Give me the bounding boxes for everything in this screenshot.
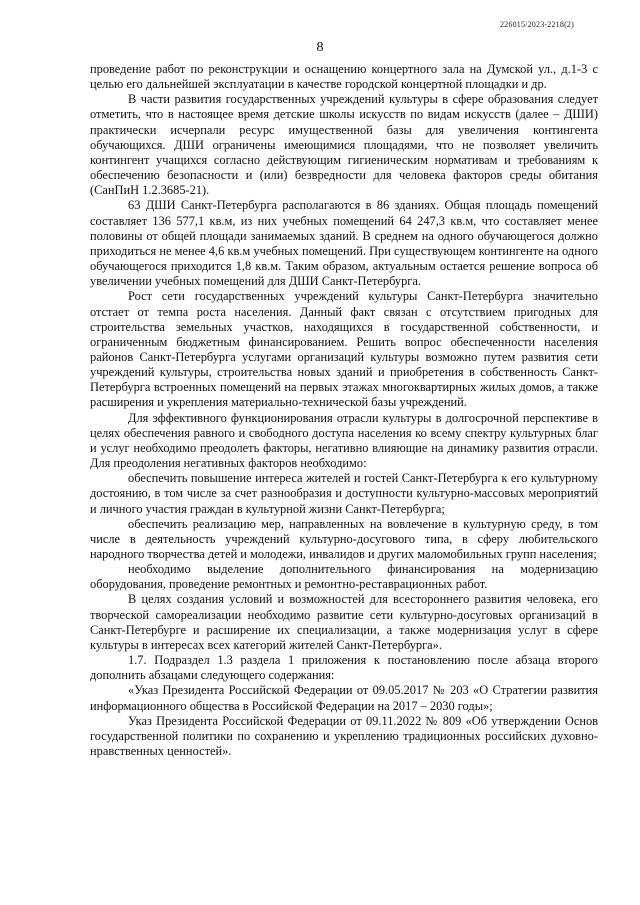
page-number: 8 (316, 40, 324, 55)
paragraph-continuation: проведение работ по реконструкции и оснащению концертного зала на Думской ул., д.1-3 с целью его дальнейшей эксплуатации в качестве городской концертной площадки и др. (90, 62, 598, 92)
quoted-paragraph: Указ Президента Российской Федерации от 09.11.2022 № 809 «Об утверждении Основ государственной политики по сохранению и укреплению традиционных российских духовно-нравственных ценностей». (90, 713, 598, 759)
document-body (90, 62, 598, 759)
list-item: обеспечить реализацию мер, направленных на вовлечение в культурную среду, в том числе в деятельность учреждений культурно-досугового типа, в сферу любительского народного творчества детей и молодежи, инвалидов и других маломобильных групп населения; (90, 516, 598, 561)
paragraph: 1.7. Подраздел 1.3 раздела 1 приложения к постановлению после абзаца второго дополнить абзацами следующего содержания: (90, 653, 598, 683)
paragraph: В целях создания условий и возможностей для всестороннего развития человека, его творческой самореализации необходимо развитие сети культурно-досуговых организаций в Санкт-Петербурге и расширение их специализации, а также модернизация услуг в сфере культуры в интересах всех категорий жителей Санкт-Петербурга». (90, 592, 598, 652)
paragraph: Рост сети государственных учреждений культуры Санкт-Петербурга значительно отстает от темпа роста населения. Данный факт связан с отсутствием пригодных для строительства земельных участков, находящихся в государственной собственности, и ограниченным бюджетным финансированием. Решить вопрос обеспеченности населения районов Санкт-Петербурга услугами организаций культуры возможно путем развития сети учреждений культуры, строительства новых зданий и приобретения в собственность Санкт-Петербурга встроенных помещений на первых этажах многоквартирных жилых домов, а также расширения и укрепления материально-технической базы учреждений. (90, 289, 598, 410)
quoted-paragraph: «Указ Президента Российской Федерации от 09.05.2017 № 203 «О Стратегии развития информационного общества в Российской Федерации на 2017 – 2030 годы»; (90, 683, 598, 713)
list-item: обеспечить повышение интереса жителей и гостей Санкт-Петербурга к его культурному достоянию, в том числе за счет разнообразия и доступности культурно-массовых мероприятий и личного участия граждан в культурной жизни Санкт-Петербурга; (90, 471, 598, 516)
paragraph: В части развития государственных учреждений культуры в сфере образования следует отметить, что в настоящее время детские школы искусств по видам искусств (далее – ДШИ) практически исчерпали ресурс имущественной базы для увеличения контингента обучающихся. ДШИ ограничены имеющимися площадями, что не позволяет увеличить контингент учащихся согласно действующим гигиеническим нормативам и требованиям к обеспечению безопасности и (или) безвредности для человека факторов среды обитания (СанПиН 1.2.3685-21). (90, 92, 598, 198)
paragraph: 63 ДШИ Санкт-Петербурга располагаются в 86 зданиях. Общая площадь помещений составляет 136 577,1 кв.м, из них учебных помещений 64 247,3 кв.м, что составляет менее половины от общей площади занимаемых зданий. В среднем на одного обучающегося должно приходиться не менее 4,6 кв.м учебных помещений. При существующем контингенте на одного обучающегося приходится 1,8 кв.м. Таким образом, актуальным остается решение вопроса об увеличении учебных помещений для ДШИ Санкт-Петербурга. (90, 198, 598, 289)
list-item: необходимо выделение дополнительного финансирования на модернизацию оборудования, проведение ремонтных и ремонтно-реставрационных работ. (90, 562, 598, 592)
paragraph: Для эффективного функционирования отрасли культуры в долгосрочной перспективе в целях обеспечения равного и свободного доступа населения ко всему спектру культурных благ и услуг необходимо преодолеть факторы, негативно влияющие на динамику развития отрасли. Для преодоления негативных факторов необходимо: (90, 410, 598, 471)
document-registration-number: 226015/2023-2218(2) (499, 20, 574, 29)
